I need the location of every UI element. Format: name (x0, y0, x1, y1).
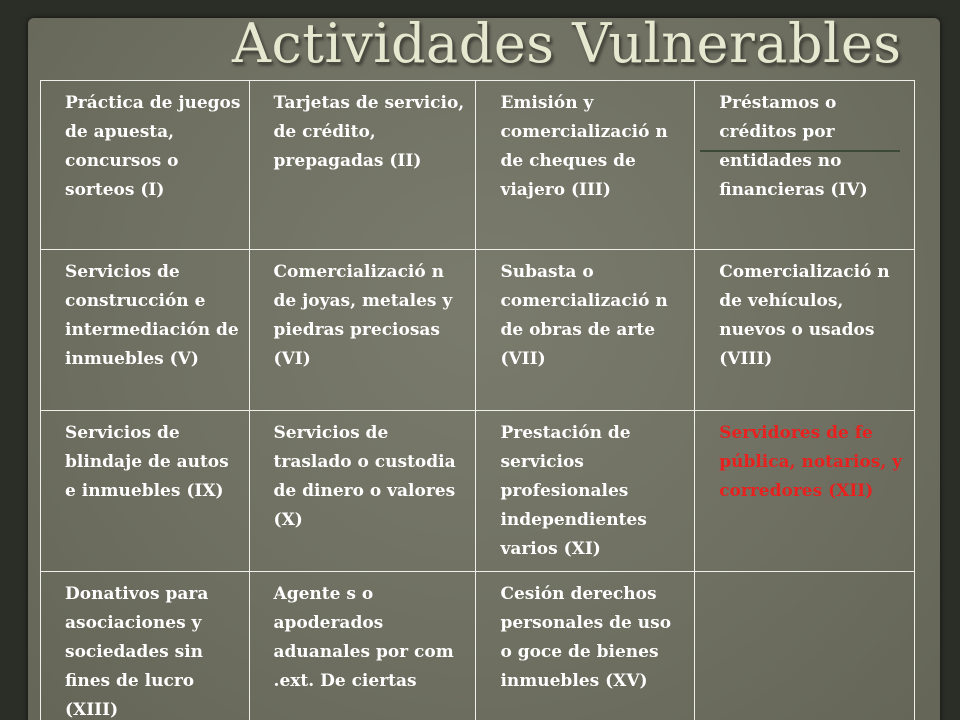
table-row (41, 572, 915, 720)
table-cell-empty (695, 572, 915, 720)
activities-table (40, 80, 915, 720)
slide-title: Actividades Vulnerables (232, 12, 902, 75)
table-cell: Emisión y comercializació n de cheques de viajero (III) (476, 81, 695, 250)
table-cell: Tarjetas de servicio, de crédito, prepagadas (II) (249, 81, 476, 250)
table-cell: Cesión derechos personales de uso o goce de bienes inmuebles (XV) (476, 572, 695, 720)
table-cell: Prestación de servicios profesionales independientes varios (XI) (476, 411, 695, 572)
table-cell: Servicios de blindaje de autos e inmuebles (IX) (41, 411, 250, 572)
table-cell: Subasta o comercializació n de obras de arte (VII) (476, 250, 695, 411)
table-cell: Agente s o apoderados aduanales por com .ext. De ciertas (249, 572, 476, 720)
table-cell-highlighted: Servidores de fe pública, notarios, y corredores (XII) (695, 411, 915, 572)
table-row (41, 411, 915, 572)
table-cell: Práctica de juegos de apuesta, concursos o sorteos (I) (41, 81, 250, 250)
table-row (41, 250, 915, 411)
table-row (41, 81, 915, 250)
table-cell: Donativos para asociaciones y sociedades sin fines de lucro (XIII) (41, 572, 250, 720)
table-cell: Comercializació n de joyas, metales y piedras preciosas (VI) (249, 250, 476, 411)
table-cell: Préstamos o créditos por entidades no financieras (IV) (695, 81, 915, 250)
table-cell: Servicios de construcción e intermediación de inmuebles (V) (41, 250, 250, 411)
table-cell: Servicios de traslado o custodia de dinero o valores (X) (249, 411, 476, 572)
table-cell: Comercializació n de vehículos, nuevos o usados (VIII) (695, 250, 915, 411)
